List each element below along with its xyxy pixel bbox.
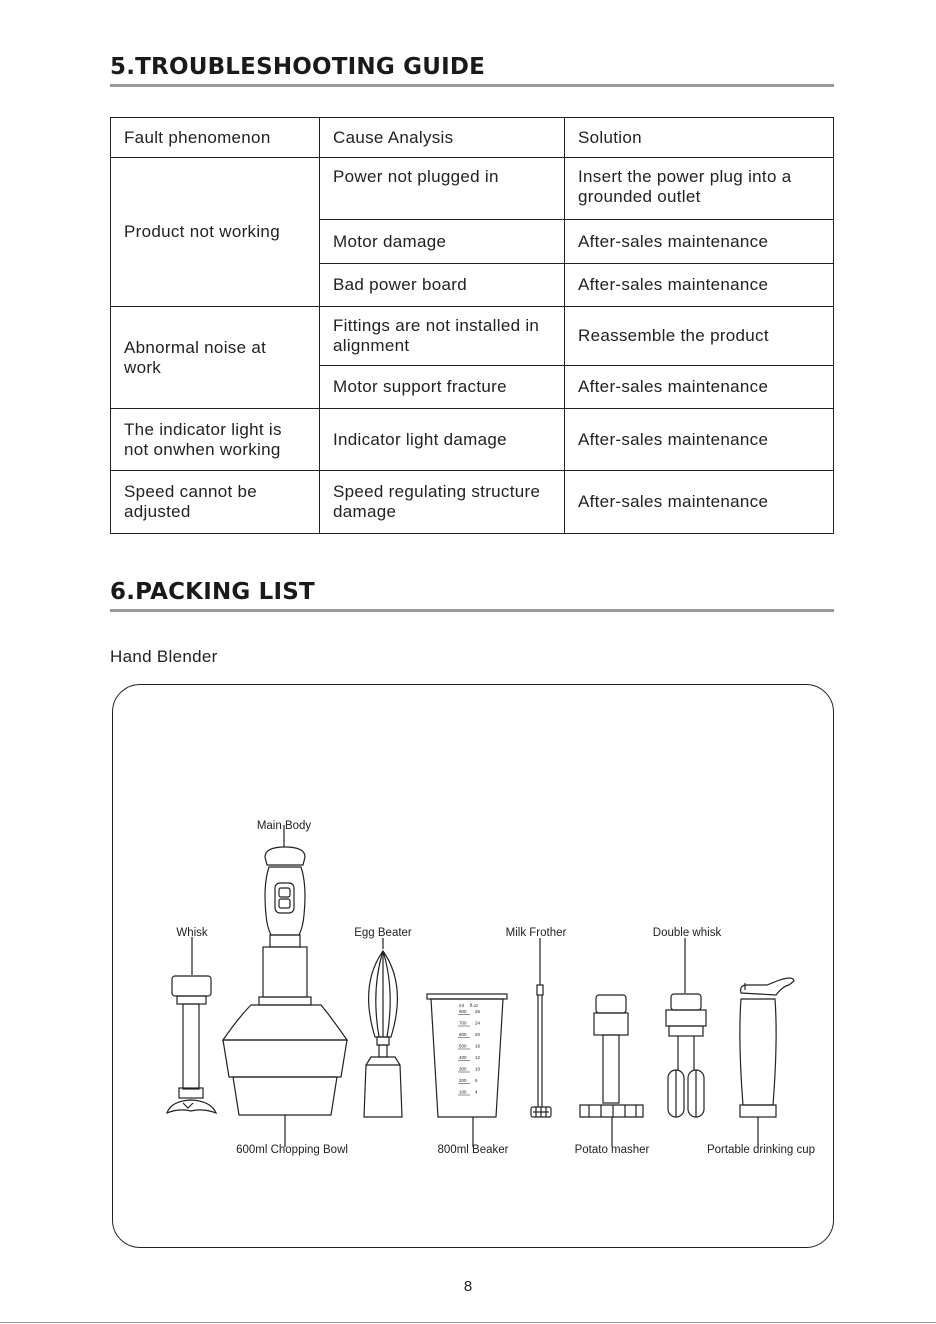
beaker-ml-mark: 100 bbox=[459, 1089, 467, 1095]
label-chopping-bowl: 600ml Chopping Bowl bbox=[236, 1144, 348, 1156]
table-row bbox=[111, 307, 834, 366]
beaker-oz-mark: 24 bbox=[475, 1020, 481, 1026]
label-beaker: 800ml Beaker bbox=[437, 1144, 509, 1156]
solution-cell: After-sales maintenance bbox=[565, 264, 834, 307]
fault-cell: Abnormal noise at work bbox=[111, 307, 320, 409]
beaker-ml-header: ml bbox=[459, 1003, 464, 1008]
label-whisk: Whisk bbox=[176, 927, 208, 939]
beaker-ml-mark: 400 bbox=[459, 1055, 467, 1060]
beaker-oz-mark: 20 bbox=[475, 1032, 481, 1037]
table-row bbox=[111, 158, 834, 220]
table-row bbox=[111, 409, 834, 471]
label-egg-beater: Egg Beater bbox=[354, 927, 412, 939]
beaker-ml-mark: 700 bbox=[459, 1020, 467, 1026]
chopping-bowl-image bbox=[223, 1005, 347, 1147]
cause-cell: Motor damage bbox=[320, 220, 565, 264]
solution-cell: After-sales maintenance bbox=[565, 220, 834, 264]
solution-cell: After-sales maintenance bbox=[565, 366, 834, 409]
milk-frother-image bbox=[531, 938, 551, 1117]
fault-cell: The indicator light is not onwhen working bbox=[111, 409, 320, 471]
beaker-oz-mark: 12 bbox=[475, 1055, 481, 1060]
egg-beater-image bbox=[364, 938, 402, 1117]
beaker-oz-mark: 16 bbox=[475, 1043, 481, 1049]
beaker-oz-mark: 26 bbox=[475, 1009, 481, 1014]
label-potato-masher: Potato masher bbox=[574, 1144, 650, 1156]
beaker-oz-mark: 4 bbox=[475, 1089, 478, 1095]
label-drinking-cup: Portable drinking cup bbox=[706, 1144, 816, 1156]
solution-cell: Insert the power plug into a grounded outlet bbox=[565, 158, 834, 220]
packing-list-box bbox=[112, 684, 834, 1248]
solution-cell: Reassemble the product bbox=[565, 307, 834, 366]
fault-cell: Speed cannot be adjusted bbox=[111, 471, 320, 534]
section-title-troubleshooting: 5.TROUBLESHOOTING GUIDE bbox=[110, 54, 834, 87]
beaker-ml-mark: 200 bbox=[459, 1078, 467, 1083]
label-main-body: Main Body bbox=[256, 820, 312, 832]
header-fault: Fault phenomenon bbox=[111, 118, 320, 158]
beaker-oz-header: fl.oz bbox=[470, 1003, 479, 1008]
section-title-packing-list: 6.PACKING LIST bbox=[110, 579, 834, 612]
beaker-ml-mark: 600 bbox=[459, 1032, 467, 1037]
potato-masher-image bbox=[580, 995, 643, 1147]
main-body-image bbox=[259, 825, 311, 1005]
beaker-ml-mark: 300 bbox=[459, 1066, 467, 1072]
packing-subtitle: Hand Blender bbox=[110, 647, 218, 666]
beaker-ml-mark: 500 bbox=[459, 1043, 467, 1049]
cause-cell: Bad power board bbox=[320, 264, 565, 307]
table-row bbox=[111, 471, 834, 534]
packing-illustration bbox=[113, 685, 833, 1247]
header-cause: Cause Analysis bbox=[320, 118, 565, 158]
beaker-graduations bbox=[458, 1003, 481, 1095]
label-milk-frother: Milk Frother bbox=[505, 927, 567, 939]
bottom-divider bbox=[0, 1322, 936, 1323]
troubleshooting-table bbox=[110, 117, 834, 534]
beaker-ml-mark: 800 bbox=[459, 1009, 467, 1014]
double-whisk-image bbox=[666, 938, 706, 1117]
solution-cell: After-sales maintenance bbox=[565, 471, 834, 534]
solution-cell: After-sales maintenance bbox=[565, 409, 834, 471]
cause-cell: Indicator light damage bbox=[320, 409, 565, 471]
label-double-whisk: Double whisk bbox=[652, 927, 722, 939]
page-number: 8 bbox=[463, 1278, 473, 1295]
header-solution: Solution bbox=[565, 118, 834, 158]
beaker-oz-mark: 10 bbox=[475, 1066, 481, 1072]
cause-cell: Fittings are not installed in alignment bbox=[320, 307, 565, 366]
beaker-image bbox=[427, 994, 507, 1147]
beaker-oz-mark: 6 bbox=[475, 1078, 478, 1083]
whisk-image bbox=[167, 937, 216, 1113]
fault-cell: Product not working bbox=[111, 158, 320, 307]
cause-cell: Motor support fracture bbox=[320, 366, 565, 409]
cause-cell: Power not plugged in bbox=[320, 158, 565, 220]
cause-cell: Speed regulating structure damage bbox=[320, 471, 565, 534]
drinking-cup-image bbox=[740, 978, 794, 1147]
table-header-row bbox=[111, 118, 834, 158]
